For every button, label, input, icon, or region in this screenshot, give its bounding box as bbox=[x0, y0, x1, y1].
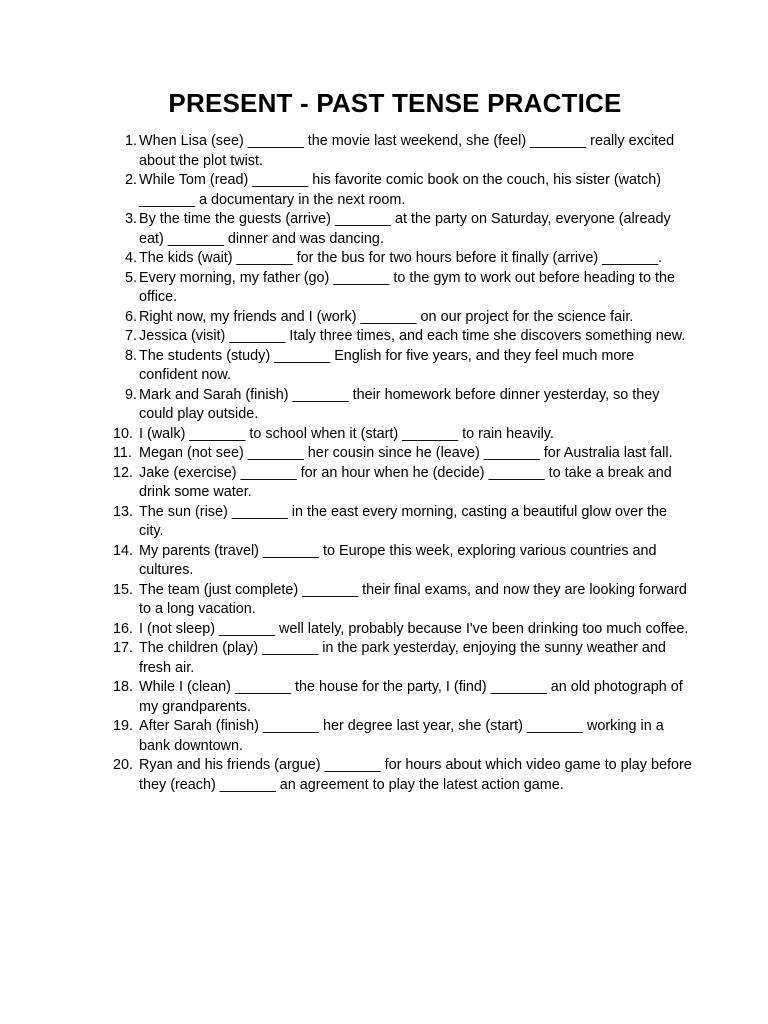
list-item bbox=[113, 425, 693, 445]
list-item bbox=[113, 132, 693, 171]
item-text: The students (study) _______ English for five years, and they feel much more confident now. bbox=[139, 347, 635, 383]
item-text: By the time the guests (arrive) _______ at the party on Saturday, everyone (already eat) _______ dinner and was dancing. bbox=[139, 211, 671, 247]
list-item bbox=[113, 639, 693, 678]
item-number: 3. bbox=[124, 211, 137, 227]
item-text: Jessica (visit) _______ Italy three times, and each time she discovers something new. bbox=[139, 328, 686, 344]
item-text: I (not sleep) _______ well lately, probably because I've been drinking too much coffee. bbox=[139, 620, 689, 637]
list-item bbox=[113, 327, 693, 347]
item-text: While I (clean) _______ the house for the party, I (find) _______ an old photograph of my grandparents. bbox=[139, 679, 683, 715]
item-number: 13. bbox=[113, 503, 134, 520]
item-text: The kids (wait) _______ for the bus for two hours before it finally (arrive) _______. bbox=[139, 250, 663, 266]
item-text: My parents (travel) _______ to Europe this week, exploring various countries and cultures. bbox=[139, 542, 657, 578]
item-number: 7. bbox=[124, 328, 137, 344]
list-item bbox=[113, 581, 693, 620]
exercise-list bbox=[113, 132, 693, 795]
list-item bbox=[113, 620, 693, 640]
item-number: 19. bbox=[113, 718, 134, 734]
item-text: Megan (not see) _______ her cousin since he (leave) _______ for Australia last fall. bbox=[139, 445, 673, 461]
list-item bbox=[113, 386, 693, 425]
item-text: The sun (rise) _______ in the east every morning, casting a beautiful glow over the city. bbox=[139, 503, 667, 539]
item-number: 4. bbox=[124, 250, 137, 266]
item-number: 2. bbox=[124, 172, 137, 188]
item-text: I (walk) _______ to school when it (start) _______ to rain heavily. bbox=[139, 425, 554, 442]
list-item bbox=[113, 717, 693, 756]
item-text: Right now, my friends and I (work) _______ on our project for the science fair. bbox=[139, 308, 634, 325]
list-item bbox=[113, 464, 693, 503]
list-item bbox=[113, 444, 693, 464]
item-number: 12. bbox=[113, 464, 134, 481]
item-text: While Tom (read) _______ his favorite comic book on the couch, his sister (watch) _______ a documentary in the next room. bbox=[139, 172, 662, 208]
list-item bbox=[113, 210, 693, 249]
item-text: When Lisa (see) _______ the movie last weekend, she (feel) _______ really excited about the plot twist. bbox=[139, 133, 675, 169]
item-number: 11. bbox=[113, 445, 132, 461]
list-item bbox=[113, 542, 693, 581]
page-title: PRESENT - PAST TENSE PRACTICE bbox=[168, 88, 622, 118]
list-item bbox=[113, 308, 693, 328]
list-item bbox=[113, 171, 693, 210]
list-item bbox=[113, 756, 693, 795]
list-item bbox=[113, 249, 693, 269]
item-number: 1. bbox=[124, 133, 137, 149]
item-text: The team (just complete) _______ their final exams, and now they are looking forward to a long vacation. bbox=[139, 581, 687, 617]
item-text: Ryan and his friends (argue) _______ for hours about which video game to play before they (reach) _______ an agreement to play the latest action game. bbox=[139, 757, 692, 793]
list-item bbox=[113, 678, 693, 717]
item-number: 10. bbox=[113, 425, 134, 442]
list-item bbox=[113, 269, 693, 308]
list-item bbox=[113, 503, 693, 542]
item-number: 18. bbox=[113, 679, 134, 695]
item-number: 17. bbox=[113, 640, 134, 656]
item-text: Every morning, my father (go) _______ to the gym to work out before heading to the office. bbox=[139, 269, 675, 305]
item-number: 5. bbox=[124, 269, 137, 286]
item-number: 16. bbox=[113, 620, 134, 637]
item-number: 6. bbox=[124, 308, 137, 325]
item-text: Mark and Sarah (finish) _______ their homework before dinner yesterday, so they could play outside. bbox=[139, 386, 660, 422]
item-text: Jake (exercise) _______ for an hour when he (decide) _______ to take a break and drink some water. bbox=[139, 464, 672, 500]
item-number: 9. bbox=[124, 386, 137, 403]
list-item bbox=[113, 347, 693, 386]
item-text: After Sarah (finish) _______ her degree last year, she (start) _______ working in a bank downtown. bbox=[139, 718, 664, 754]
item-number: 15. bbox=[113, 581, 134, 598]
item-text: The children (play) _______ in the park yesterday, enjoying the sunny weather and fresh air. bbox=[139, 640, 666, 676]
item-number: 8. bbox=[124, 347, 137, 364]
item-number: 20. bbox=[113, 757, 134, 773]
item-number: 14. bbox=[113, 542, 134, 559]
